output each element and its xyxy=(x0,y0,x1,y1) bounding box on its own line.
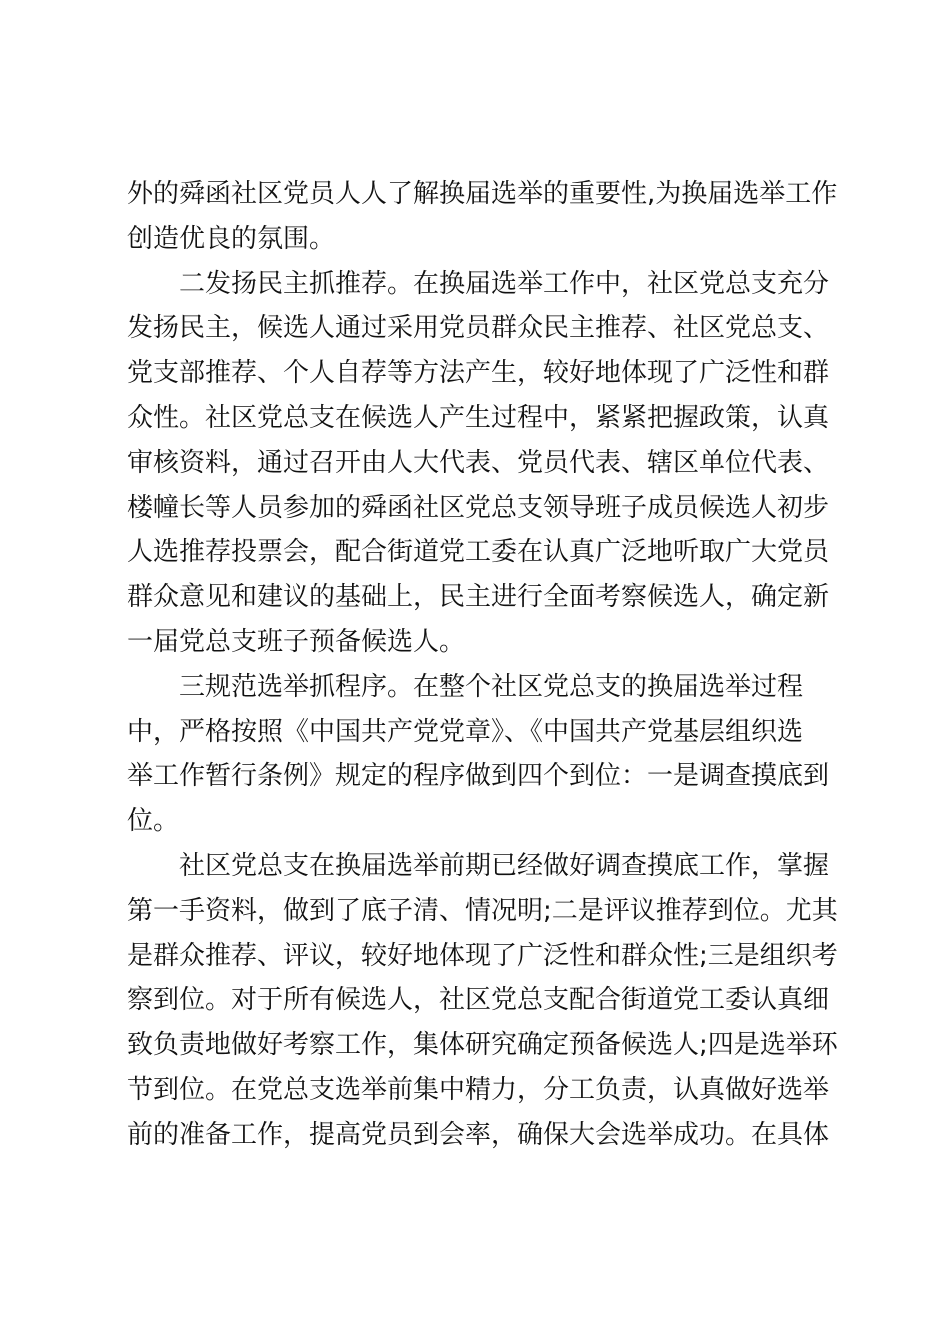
text-line: 一届党总支班子预备候选人。 xyxy=(127,626,466,657)
text-line: 群众意见和建议的基础上，民主进行全面考察候选人，确定新 xyxy=(127,582,830,613)
text-line: 楼幢长等人员参加的舜函社区党总支领导班子成员候选人初步 xyxy=(127,492,830,523)
document-body xyxy=(127,172,838,1158)
text-line: 第一手资料，做到了底子清、情况明;二是评议推荐到位。尤其 xyxy=(127,895,838,926)
text-line: 发扬民主，候选人通过采用党员群众民主推荐、社区党总支、 xyxy=(127,313,830,344)
text-line: 察到位。对于所有候选人，社区党总支配合街道党工委认真细 xyxy=(127,985,830,1016)
paragraph-start-line: 社区党总支在换届选举前期已经做好调查摸底工作，掌握 xyxy=(179,850,830,881)
text-line: 众性。社区党总支在候选人产生过程中，紧紧把握政策，认真 xyxy=(127,402,830,433)
text-line: 人选推荐投票会，配合街道党工委在认真广泛地听取广大党员 xyxy=(127,537,830,568)
text-line: 中，严格按照《中国共产党党章》、《中国共产党基层组织选 xyxy=(127,716,804,747)
paragraph-start-line: 三规范选举抓程序。在整个社区党总支的换届选举过程 xyxy=(179,671,804,702)
text-line: 致负责地做好考察工作，集体研究确定预备候选人;四是选举环 xyxy=(127,1030,838,1061)
text-line: 是群众推荐、评议，较好地体现了广泛性和群众性;三是组织考 xyxy=(127,940,838,971)
paragraph-start-line: 二发扬民主抓推荐。在换届选举工作中，社区党总支充分 xyxy=(179,268,830,299)
text-line: 外的舜函社区党员人人了解换届选举的重要性,为换届选举工作 xyxy=(127,179,838,209)
text-line: 节到位。在党总支选举前集中精力，分工负责，认真做好选举 xyxy=(127,1074,830,1105)
text-line: 前的准备工作，提高党员到会率，确保大会选举成功。在具体 xyxy=(127,1119,830,1150)
text-line: 位。 xyxy=(127,806,180,837)
text-line: 举工作暂行条例》规定的程序做到四个到位：一是调查摸底到 xyxy=(127,761,830,792)
text-line: 创造优良的氛围。 xyxy=(127,223,336,254)
text-line: 审核资料，通过召开由人大代表、党员代表、辖区单位代表、 xyxy=(127,447,830,478)
text-line: 党支部推荐、个人自荐等方法产生，较好地体现了广泛性和群 xyxy=(127,358,830,389)
